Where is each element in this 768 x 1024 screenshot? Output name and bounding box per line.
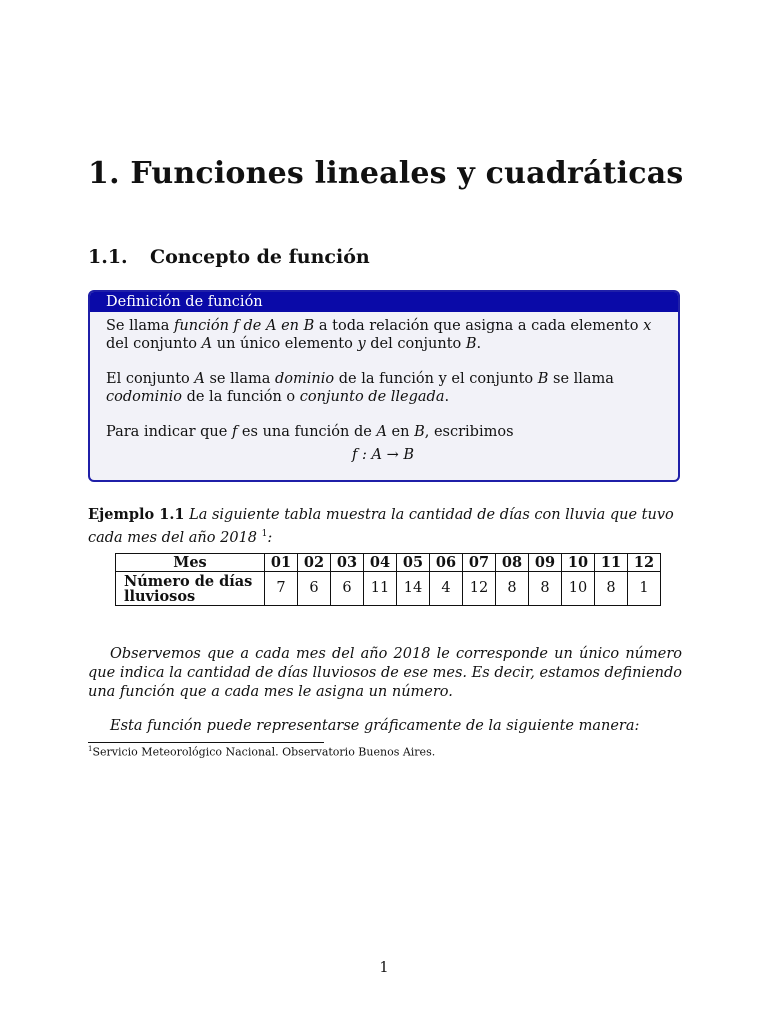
month-cell: 09 [529, 554, 562, 572]
text-run: El conjunto [106, 371, 195, 387]
text-run: un único elemento [212, 336, 358, 352]
term-codominio: codominio [106, 389, 182, 405]
value-cell: 6 [298, 572, 331, 606]
example-text: La siguiente tabla muestra la cantidad de días con lluvia que tuvo cada mes del año 2018 [88, 507, 674, 546]
text-run: es una función de [237, 424, 377, 440]
definition-body [90, 312, 678, 464]
value-cell: 8 [529, 572, 562, 606]
text-run: en [281, 318, 300, 334]
rain-days-table [115, 553, 661, 606]
math-var: B [299, 318, 315, 334]
value-cell: 14 [397, 572, 430, 606]
text-run: se llama [548, 371, 614, 387]
value-cell: 1 [628, 572, 661, 606]
text-run: Para indicar que [106, 424, 232, 440]
math-var: A [201, 336, 213, 352]
month-cell: 07 [463, 554, 496, 572]
month-cell: 05 [397, 554, 430, 572]
example-label: Ejemplo 1.1 [88, 506, 185, 523]
month-cell: 02 [298, 554, 331, 572]
definition-title: Definición de función [90, 292, 678, 312]
math-var: B [537, 371, 549, 387]
term-conjunto-de-llegada: conjunto de llegada [299, 389, 445, 405]
observation-paragraph: Observemos que a cada mes del año 2018 le corresponde un único número que indica la cantidad de días lluviosos de ese mes. Es decir, estamos definiendo una función que a cada mes le asigna un número. [88, 646, 682, 700]
footnote-text: Servicio Meteorológico Nacional. Observatorio Buenos Aires. [92, 745, 436, 759]
month-cell: 01 [265, 554, 298, 572]
table-values-row [116, 572, 661, 606]
term-dominio: dominio [275, 371, 335, 387]
math-var: A [376, 424, 387, 440]
math-var: x [643, 318, 652, 334]
text-run: de [243, 318, 262, 334]
value-cell: 7 [265, 572, 298, 606]
section-heading [88, 246, 370, 268]
value-cell: 8 [496, 572, 529, 606]
text-run: de la función y el conjunto [334, 371, 538, 387]
row-label-line: lluviosos [124, 587, 196, 605]
text-run: Se llama [106, 318, 175, 334]
page-number: 1 [379, 960, 389, 976]
footnote-marker: 1 [261, 529, 268, 539]
text-run: a toda relación que asigna a cada elemento [314, 318, 644, 334]
value-cell: 4 [430, 572, 463, 606]
table-header-mes: Mes [116, 554, 265, 572]
section-title: Concepto de función [150, 246, 370, 268]
value-cell: 11 [364, 572, 397, 606]
month-cell: 08 [496, 554, 529, 572]
month-cell: 12 [628, 554, 661, 572]
month-cell: 06 [430, 554, 463, 572]
definition-paragraph-1 [106, 317, 660, 353]
math-var: B [414, 424, 425, 440]
definition-paragraph-3 [106, 423, 660, 441]
math-var: A [194, 371, 205, 387]
value-cell: 10 [562, 572, 595, 606]
text-run: en [386, 424, 415, 440]
math-var: B [465, 336, 477, 352]
math-var: f [228, 318, 244, 334]
example-statement [88, 505, 682, 548]
table-header-row [116, 554, 661, 572]
term-funcion: función [174, 318, 229, 334]
math-var: A [261, 318, 282, 334]
footnote-number: 1 [88, 745, 93, 753]
section-number: 1.1. [88, 246, 128, 268]
text-run: : [267, 529, 273, 546]
text-run: se llama [204, 371, 276, 387]
value-cell: 12 [463, 572, 496, 606]
row-label-line: Número de días [124, 572, 253, 590]
value-cell: 8 [595, 572, 628, 606]
text-run: del conjunto [106, 336, 202, 352]
month-cell: 10 [562, 554, 595, 572]
footnote-rule [88, 742, 324, 743]
chapter-title: 1. Funciones lineales y cuadráticas [88, 156, 684, 191]
month-cell: 03 [331, 554, 364, 572]
math-var: y [357, 336, 366, 352]
definition-box [88, 290, 680, 482]
definition-paragraph-2 [106, 370, 660, 406]
text-run: , escribimos [424, 424, 514, 440]
text-run: . [444, 389, 450, 405]
footnote [88, 745, 435, 759]
month-cell: 11 [595, 554, 628, 572]
table-row-label [116, 572, 265, 606]
definition-formula: f : A → B [352, 447, 414, 463]
month-cell: 04 [364, 554, 397, 572]
math-var: f [231, 424, 238, 440]
representation-paragraph: Esta función puede representarse gráficamente de la siguiente manera: [110, 718, 640, 734]
text-run: del conjunto [365, 336, 466, 352]
text-run: de la función o [181, 389, 300, 405]
text-run: . [476, 336, 482, 352]
value-cell: 6 [331, 572, 364, 606]
